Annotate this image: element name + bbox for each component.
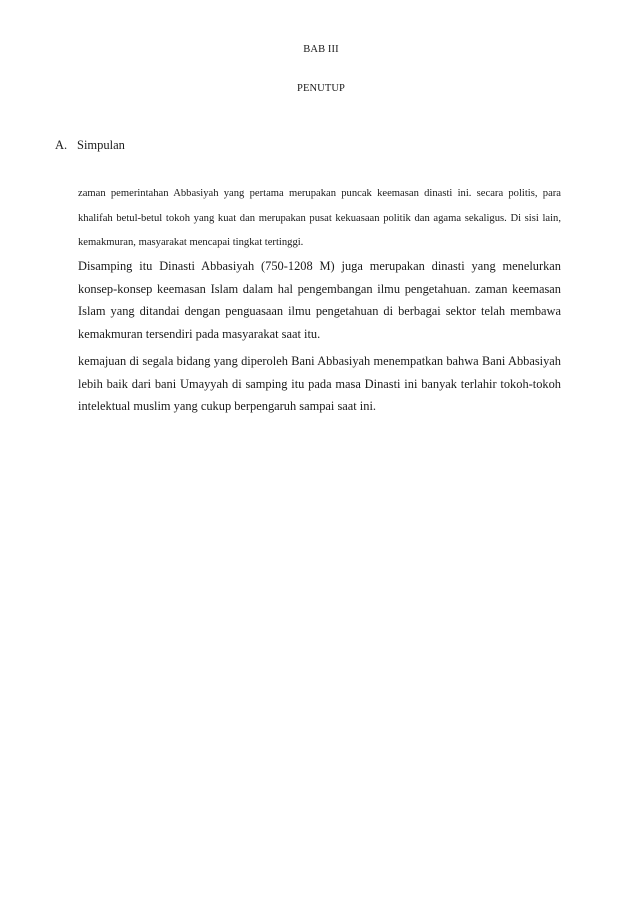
chapter-title: PENUTUP xyxy=(297,83,345,94)
paragraph-2: Disamping itu Dinasti Abbasiyah (750-1208 M) juga merupakan dinasti yang menelurkan konsep-konsep keemasan Islam dalam hal pengembangan ilmu pengetahuan. zaman keemasan Islam yang ditandai dengan penguasaan ilmu pengetahuan di berbagai sektor telah membawa kemakmuran tersendiri pada masyarakat saat itu. xyxy=(78,259,561,341)
chapter-number: BAB III xyxy=(303,44,339,55)
section-heading xyxy=(55,138,125,153)
paragraph-3: kemajuan di segala bidang yang diperoleh Bani Abbasiyah menempatkan bahwa Bani Abbasiyah lebih baik dari bani Umayyah di samping itu pada masa Dinasti ini banyak terlahir tokoh-tokoh intelektual muslim yang cukup berpengaruh sampai saat ini. xyxy=(78,354,561,413)
section-number: A. xyxy=(55,138,68,152)
paragraph-1: zaman pemerintahan Abbasiyah yang pertama merupakan puncak keemasan dinasti ini. secara politis, para khalifah betul-betul tokoh yang kuat dan merupakan pusat kekuasaan politik dan agama sekaligus. Di sisi lain, kemakmuran, masyarakat mencapai tingkat tertinggi. xyxy=(78,188,561,248)
section-title: Simpulan xyxy=(77,138,125,152)
